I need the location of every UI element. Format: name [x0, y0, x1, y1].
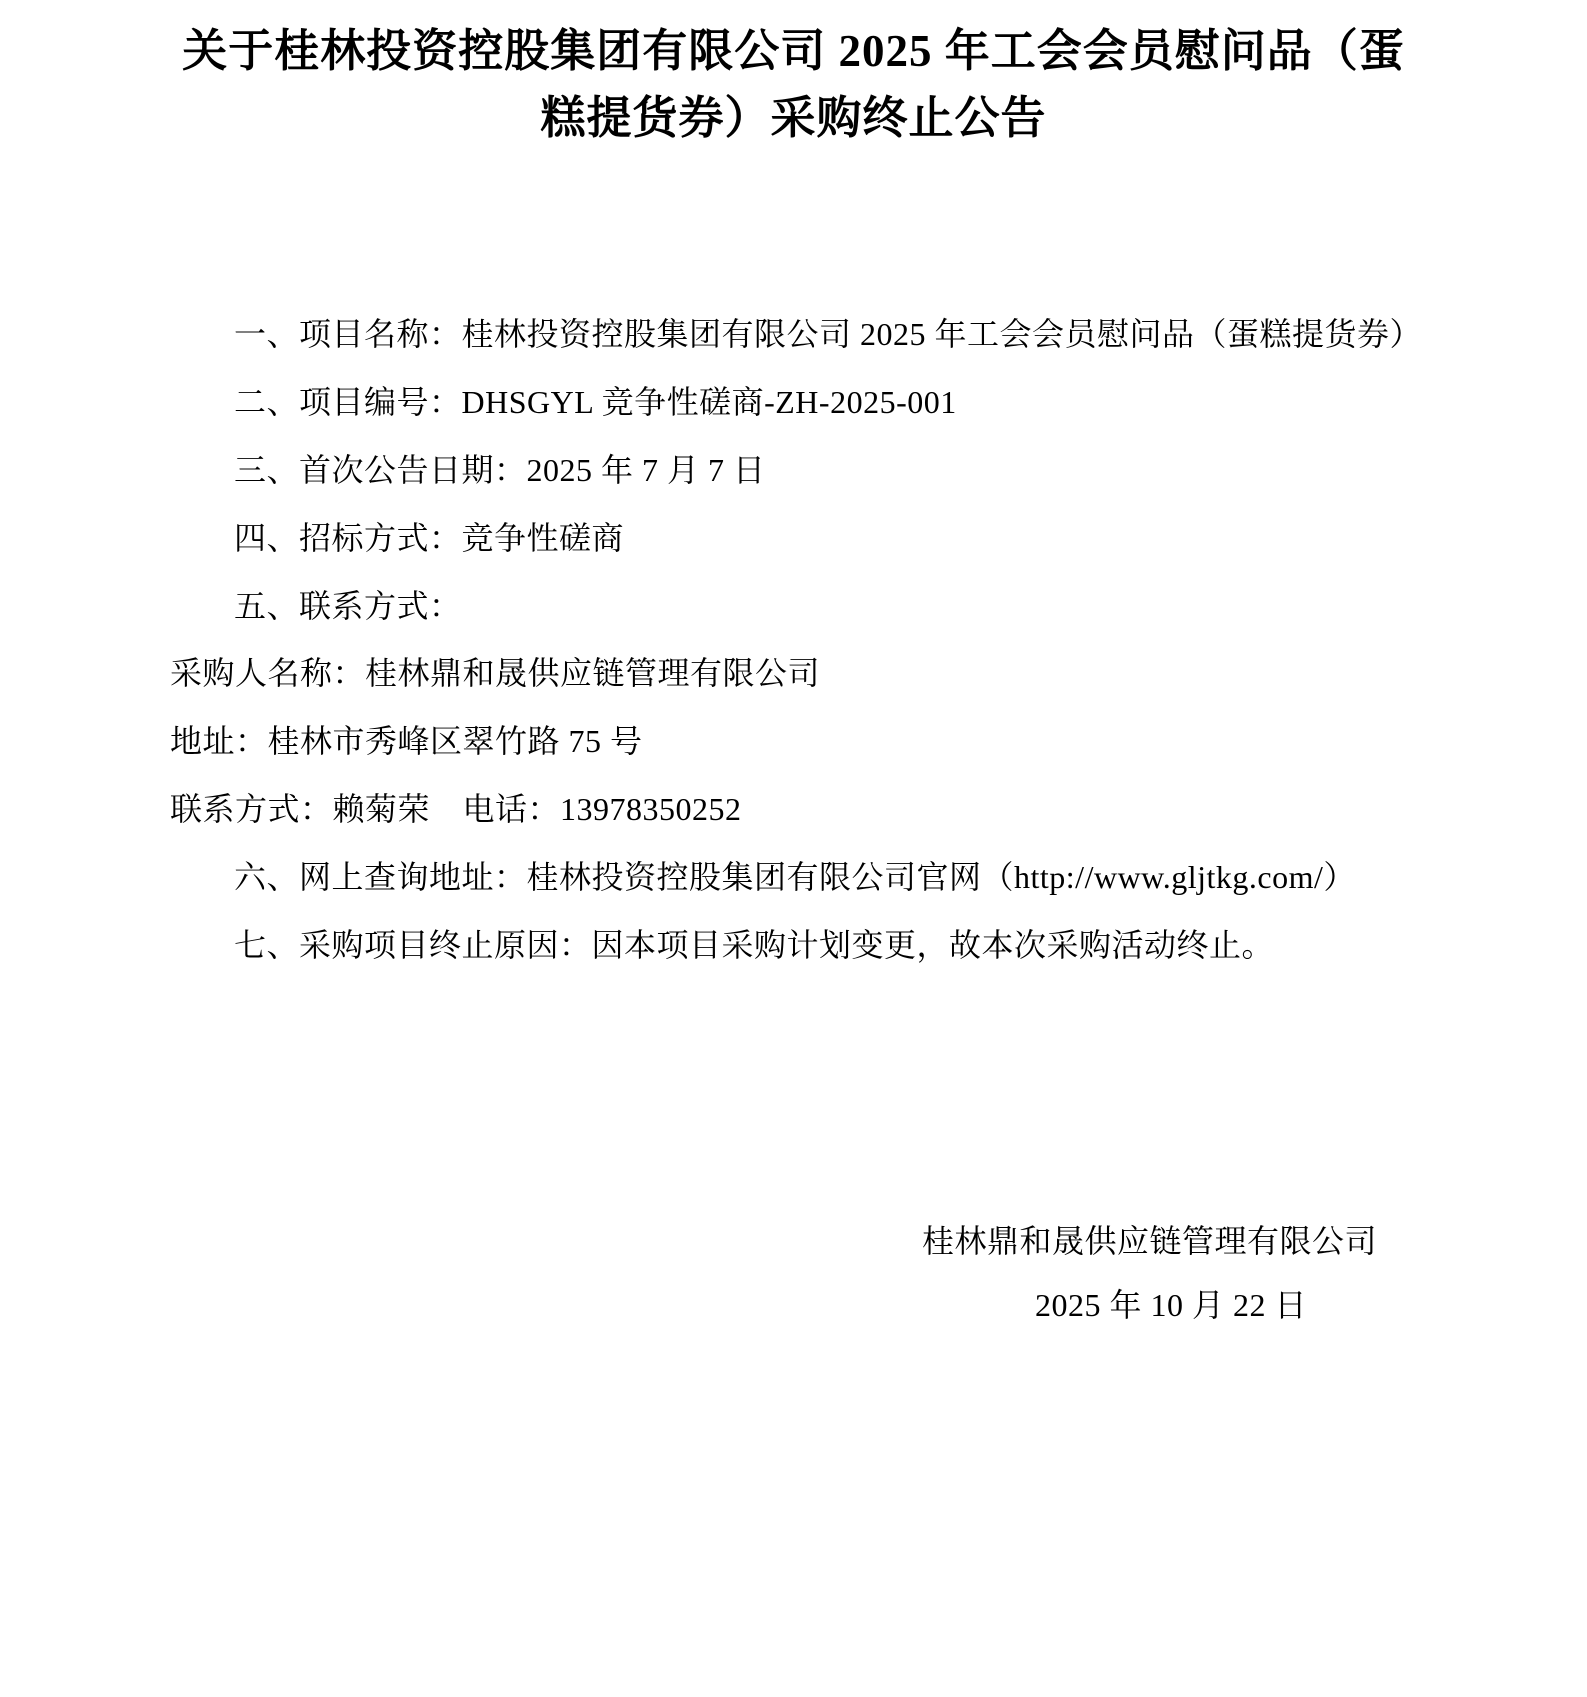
paragraph-online-query-address: 六、网上查询地址：桂林投资控股集团有限公司官网（http://www.gljtkg.com/）	[234, 858, 1356, 895]
page-title: 关于桂林投资控股集团有限公司 2025 年工会会员慰问品（蛋糕提货券）采购终止公告	[182, 26, 1405, 143]
paragraph-termination-reason: 七、采购项目终止原因：因本项目采购计划变更，故本次采购活动终止。	[234, 926, 1275, 963]
paragraph-project-number: 二、项目编号：DHSGYL 竞争性磋商-ZH-2025-001	[234, 384, 957, 421]
paragraph-first-announcement-date: 三、首次公告日期：2025 年 7 月 7 日	[234, 451, 766, 488]
paragraph-purchaser-name: 采购人名称：桂林鼎和晟供应链管理有限公司	[170, 655, 821, 692]
signature-date: 2025 年 10 月 22 日	[1034, 1287, 1307, 1324]
paragraph-bidding-method: 四、招标方式：竞争性磋商	[234, 519, 625, 556]
signature-company: 桂林鼎和晟供应链管理有限公司	[921, 1223, 1377, 1260]
paragraph-address: 地址：桂林市秀峰区翠竹路 75 号	[170, 723, 643, 760]
signature-block	[170, 1209, 1417, 1337]
paragraph-project-name: 一、项目名称：桂林投资控股集团有限公司 2025 年工会会员慰问品（蛋糕提货券）	[234, 316, 1423, 353]
document-body	[170, 301, 1423, 979]
paragraph-contact-person-phone: 联系方式：赖菊荣 电话：13978350252	[170, 790, 742, 827]
paragraph-contact-heading: 五、联系方式：	[234, 587, 462, 624]
